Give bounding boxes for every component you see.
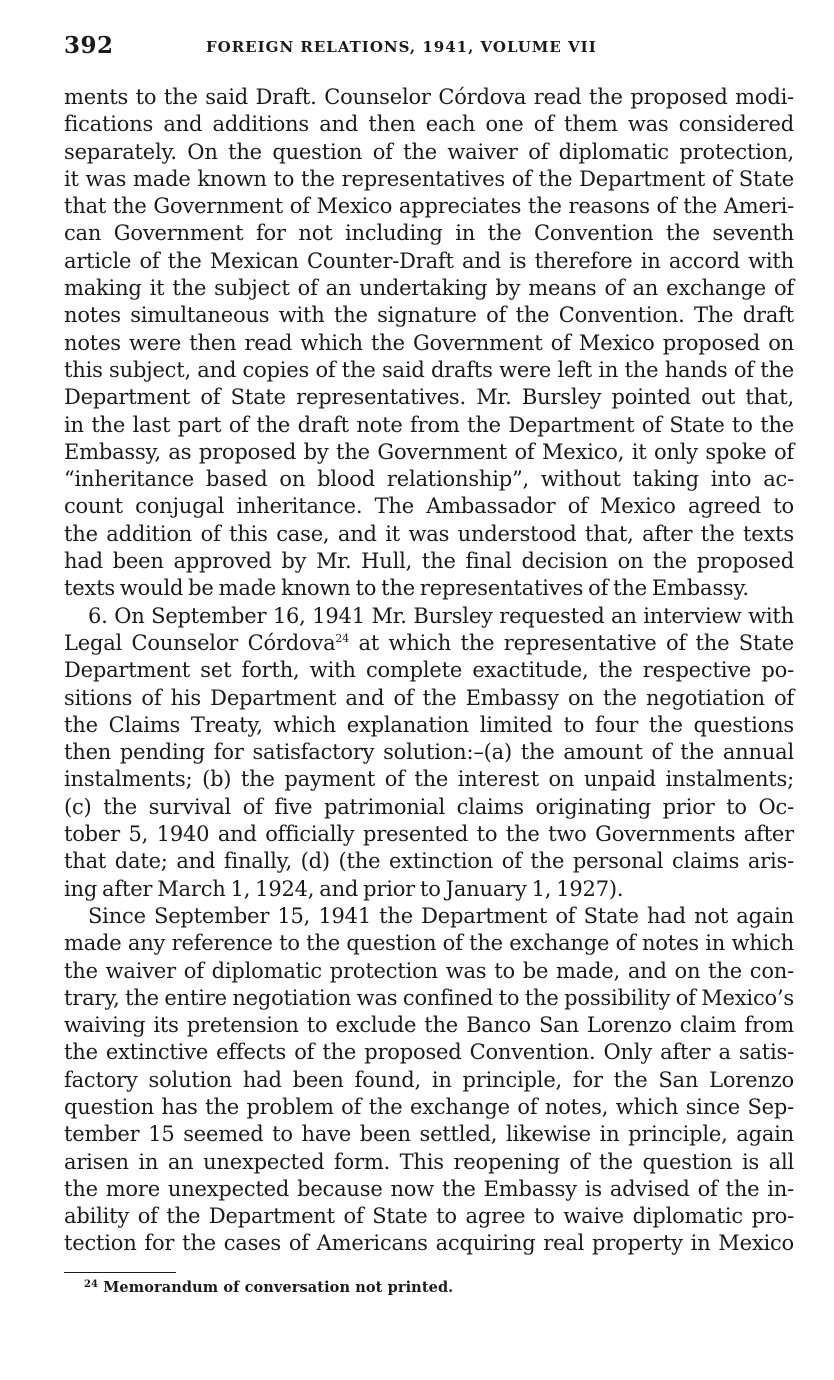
text-line: instalments; (b) the payment of the interest on unpaid instalments; xyxy=(64,767,794,792)
text-line: the more unexpected because now the Embassy is advised of the in- xyxy=(64,1176,794,1201)
text-line: trary, the entire negotiation was confined to the possibility of Mexico’s xyxy=(64,985,794,1010)
text-segment: Legal Counselor Córdova xyxy=(64,630,336,655)
text-line: Embassy, as proposed by the Government of Mexico, it only spoke of xyxy=(64,439,794,464)
text-line: making it the subject of an undertaking by means of an exchange of xyxy=(64,276,794,301)
text-line: the waiver of diplomatic protection was to be made, and on the con- xyxy=(64,958,794,983)
text-line: this subject, and copies of the said drafts were left in the hands of the xyxy=(64,357,794,382)
text-segment: at which the representative of the State xyxy=(358,630,794,655)
text-line: texts would be made known to the representatives of the Embassy. xyxy=(64,576,749,601)
text-line: notes simultaneous with the signature of the Convention. The draft xyxy=(64,303,794,328)
text-line: waiving its pretension to exclude the Banco San Lorenzo claim from xyxy=(64,1013,794,1038)
text-line: Since September 15, 1941 the Department of State had not again xyxy=(88,903,794,928)
footnote-text: Memorandum of conversation not printed. xyxy=(103,1278,454,1296)
text-line: the Claims Treaty, which explanation limited to four the questions xyxy=(64,712,794,737)
text-line: ments to the said Draft. Counselor Córdova read the proposed modi- xyxy=(64,85,794,109)
text-line: tember 15 seemed to have been settled, likewise in principle, again xyxy=(64,1122,794,1147)
text-line: (c) the survival of five patrimonial claims originating prior to Oc- xyxy=(64,794,794,819)
text-line: 6. On September 16, 1941 Mr. Bursley requested an interview with xyxy=(88,603,794,628)
text-line: that date; and finally, (d) (the extinction of the personal claims aris- xyxy=(64,849,794,874)
text-line: the extinctive effects of the proposed Convention. Only after a satis- xyxy=(64,1040,794,1065)
document-page xyxy=(64,32,794,1296)
text-line: factory solution had been found, in principle, for the San Lorenzo xyxy=(64,1067,794,1092)
text-line: question has the problem of the exchange of notes, which since Sep- xyxy=(64,1094,794,1119)
text-line: tection for the cases of Americans acquiring real property in Mexico xyxy=(64,1231,794,1256)
text-line-with-footnote xyxy=(64,630,794,657)
text-line: ing after March 1, 1924, and prior to January 1, 1927). xyxy=(64,876,624,901)
text-line: notes were then read which the Government of Mexico proposed on xyxy=(64,330,794,355)
running-title: FOREIGN RELATIONS, 1941, VOLUME VII xyxy=(206,38,597,56)
text-line: “inheritance based on blood relationship”, without taking into ac- xyxy=(64,467,794,492)
text-line: separately. On the question of the waiver of diplomatic protection, xyxy=(64,139,794,164)
footnote xyxy=(64,1279,794,1296)
text-line: had been approved by Mr. Hull, the final decision on the proposed xyxy=(64,549,794,574)
footnote-marker: 24 xyxy=(84,1278,99,1290)
text-line: sitions of his Department and of the Embassy on the negotiation of xyxy=(64,685,794,710)
text-line: count conjugal inheritance. The Ambassador of Mexico agreed to xyxy=(64,494,794,519)
text-line: Department set forth, with complete exactitude, the respective po- xyxy=(64,658,794,683)
text-line: made any reference to the question of the exchange of notes in which xyxy=(64,931,794,956)
text-line: then pending for satisfactory solution:–(a) the amount of the annual xyxy=(64,740,794,765)
body-text xyxy=(64,84,794,1258)
running-header xyxy=(64,32,794,62)
footnote-divider xyxy=(64,1272,176,1273)
text-line: Department of State representatives. Mr. Bursley pointed out that, xyxy=(64,385,794,410)
page-number: 392 xyxy=(64,32,114,59)
text-line: fications and additions and then each one of them was considered xyxy=(64,112,794,137)
text-line: in the last part of the draft note from the Department of State to the xyxy=(64,412,794,437)
text-line: ability of the Department of State to agree to waive diplomatic pro- xyxy=(64,1204,794,1229)
text-line: article of the Mexican Counter-Draft and is therefore in accord with xyxy=(64,248,794,273)
footnote-reference[interactable]: 24 xyxy=(335,631,350,645)
text-line: arisen in an unexpected form. This reopening of the question is all xyxy=(64,1149,794,1174)
text-line: it was made known to the representatives of the Department of State xyxy=(64,166,794,191)
text-line: the addition of this case, and it was understood that, after the texts xyxy=(64,521,794,546)
text-line: can Government for not including in the Convention the seventh xyxy=(64,221,794,246)
text-line: that the Government of Mexico appreciates the reasons of the Ameri- xyxy=(64,194,794,219)
text-line: tober 5, 1940 and officially presented to the two Governments after xyxy=(64,822,794,847)
